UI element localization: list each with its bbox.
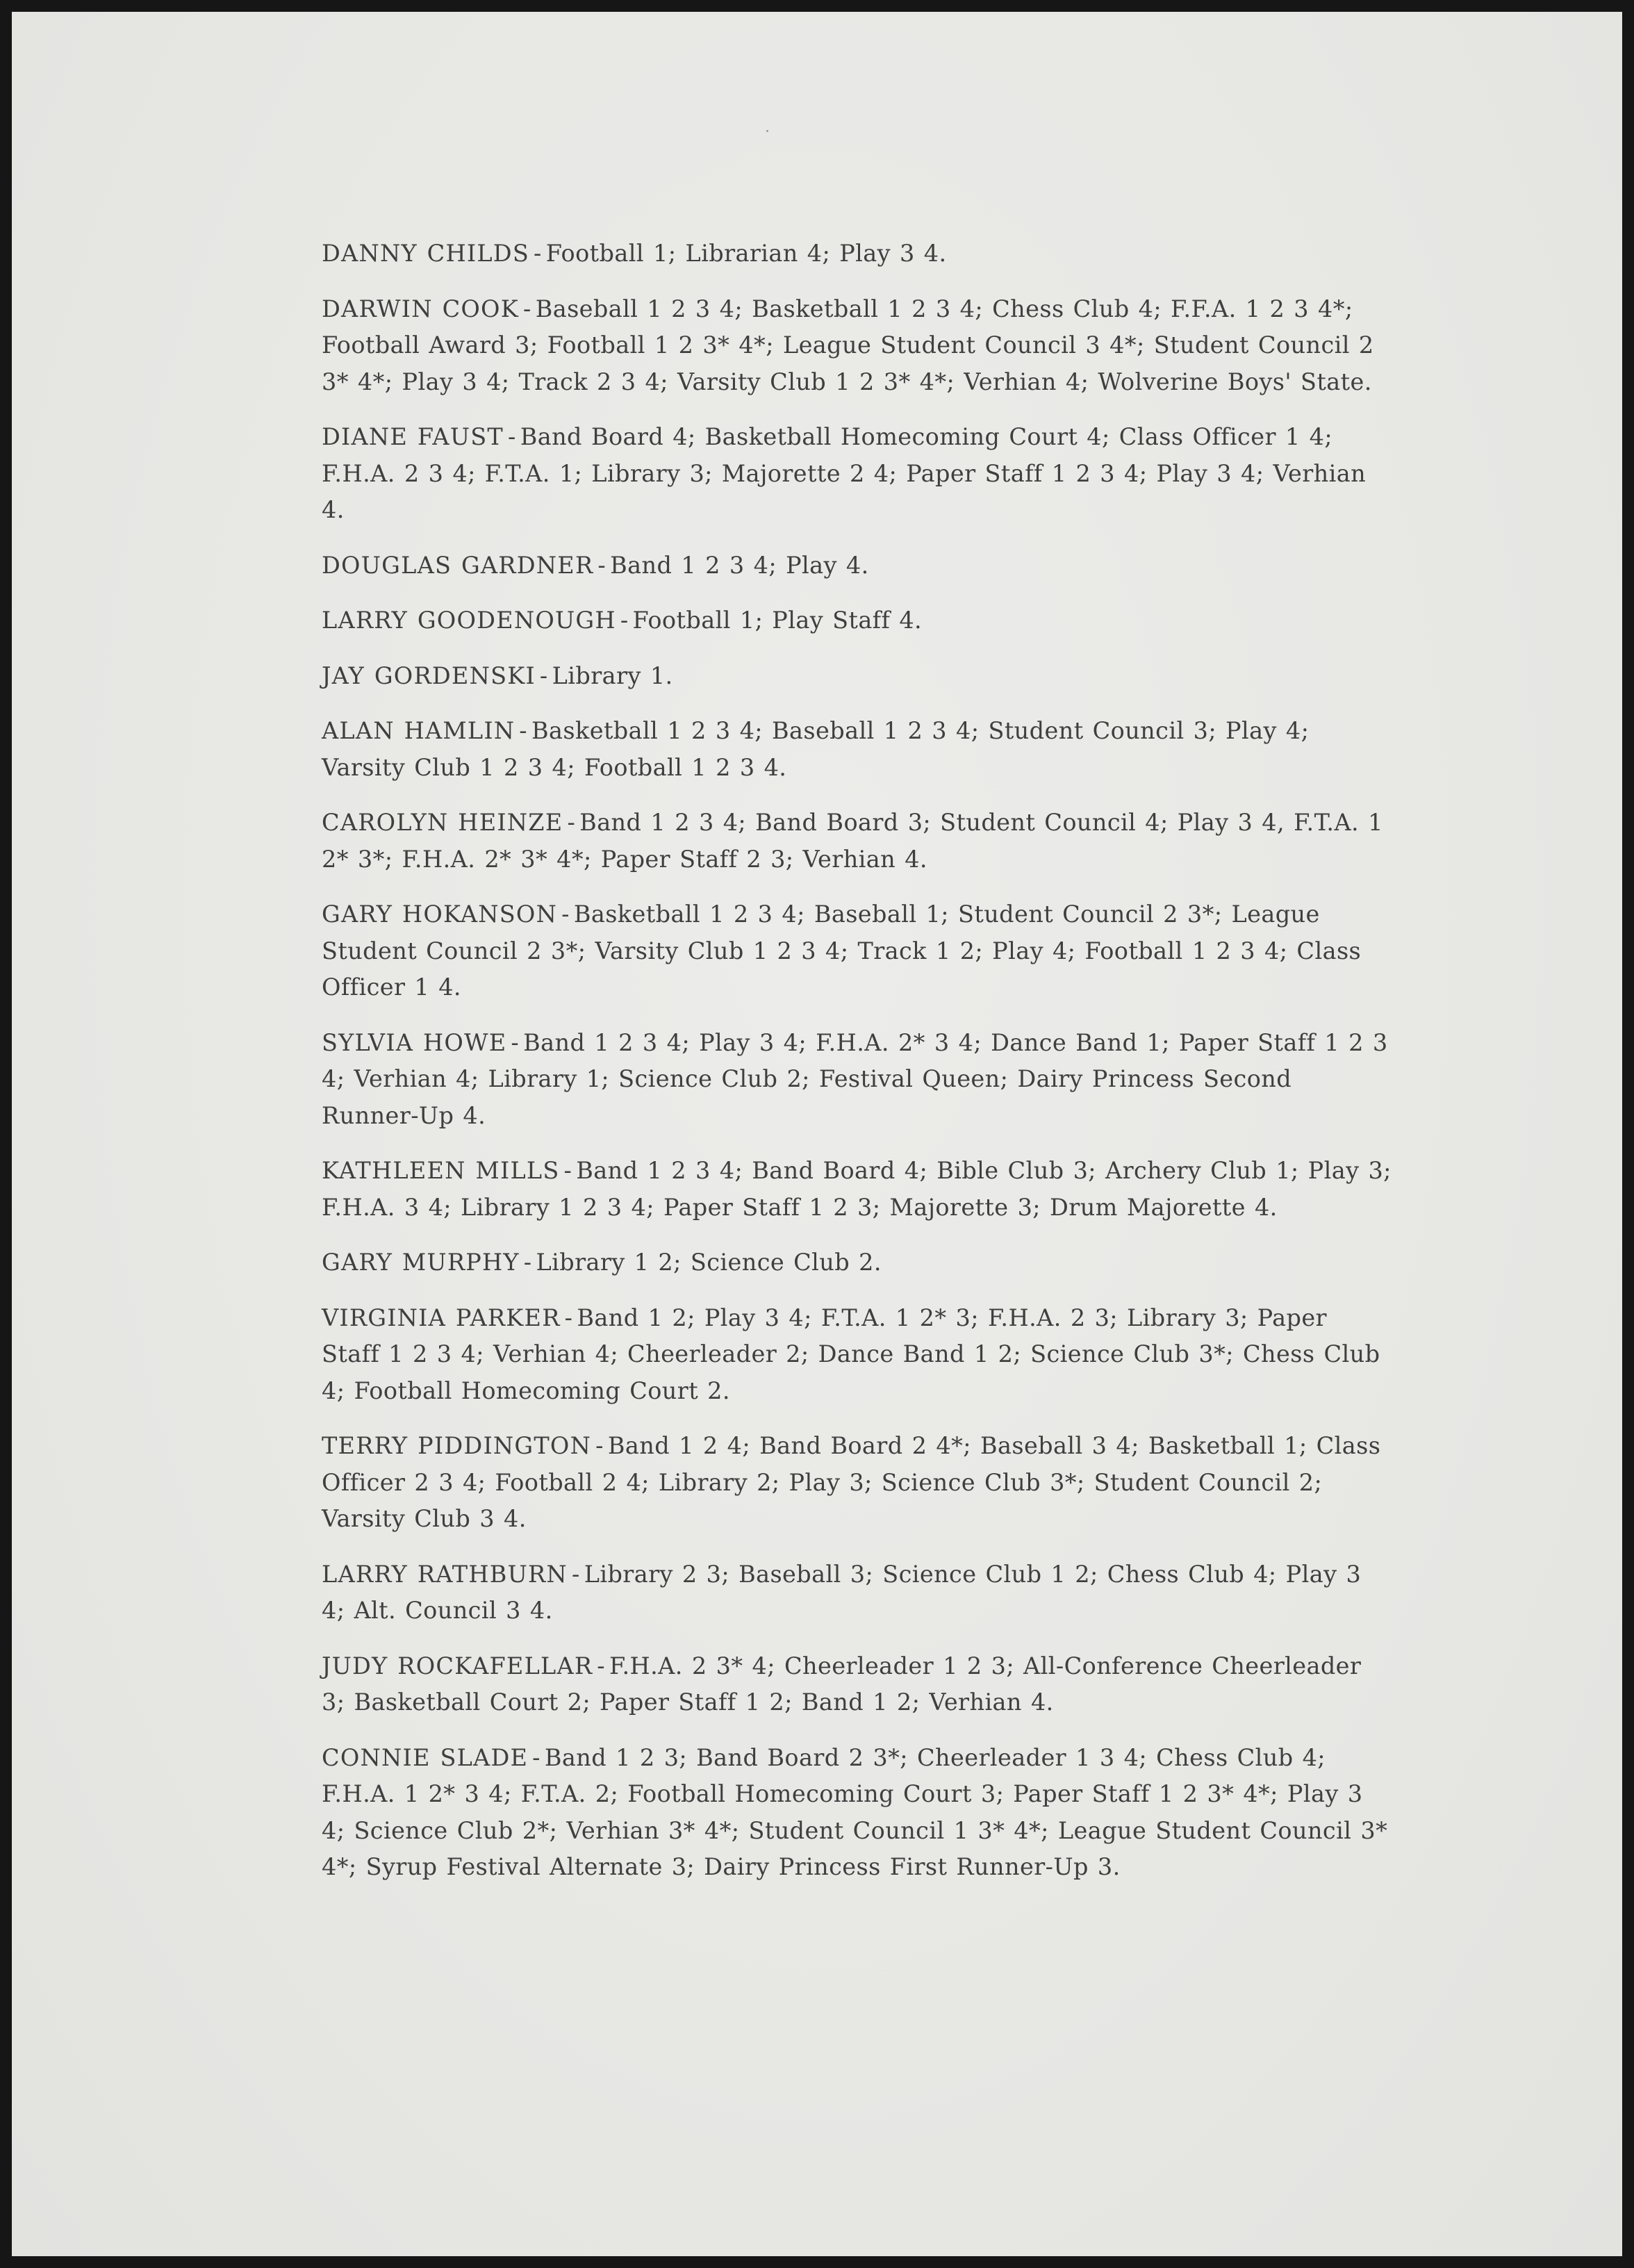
name-separator: -: [597, 551, 606, 579]
activities-text: Football 1; Librarian 4; Play 3 4.: [545, 240, 947, 267]
name-separator: -: [519, 717, 528, 744]
senior-entry: [322, 1244, 1392, 1281]
yearbook-page: [12, 12, 1622, 2256]
senior-entry: [322, 1300, 1392, 1410]
senior-entry: [322, 1428, 1392, 1538]
activities-text: Band 1 2 3 4; Band Board 4; Bible Club 3; Archery Club 1; Play 3; F.H.A. 3 4; Library 1 2 3 4; Paper Staff 1 2 3; Majorette 3; Drum Majorette 4.: [322, 1157, 1392, 1221]
activities-text: Baseball 1 2 3 4; Basketball 1 2 3 4; Chess Club 4; F.F.A. 1 2 3 4*; Football Award 3; Football 1 2 3* 4*; League Student Council 3 4*; Student Council 2 3* 4*; Play 3 4; Track 2 3 4; Varsity Club 1 2 3* 4*; Verhian 4; Wolverine Boys' State.: [322, 295, 1374, 395]
name-separator: -: [523, 1249, 532, 1276]
name-separator: -: [533, 240, 542, 267]
name-separator: -: [522, 295, 531, 322]
name-separator: -: [563, 1157, 572, 1184]
activities-text: Band 1 2 3 4; Play 3 4; F.H.A. 2* 3 4; Dance Band 1; Paper Staff 1 2 3 4; Verhian 4; Library 1; Science Club 2; Festival Queen; Dairy Princess Second Runner-Up 4.: [322, 1028, 1388, 1129]
student-name: VIRGINIA PARKER: [322, 1304, 561, 1331]
senior-entry: [322, 602, 1392, 639]
senior-activities-list: [322, 236, 1392, 1905]
student-name: CONNIE SLADE: [322, 1743, 529, 1771]
senior-entry: [322, 713, 1392, 786]
activities-text: Library 1 2; Science Club 2.: [536, 1249, 882, 1276]
senior-entry: [322, 1740, 1392, 1886]
activities-text: Band Board 4; Basketball Homecoming Court 4; Class Officer 1 4; F.H.A. 2 3 4; F.T.A. 1; Library 3; Majorette 2 4; Paper Staff 1 2 3 4; Play 3 4; Verhian 4.: [322, 423, 1367, 523]
student-name: GARY MURPHY: [322, 1249, 520, 1276]
student-name: DIANE FAUST: [322, 423, 504, 450]
senior-entry: [322, 419, 1392, 529]
name-separator: -: [507, 423, 516, 450]
name-separator: -: [511, 1028, 520, 1056]
student-name: LARRY RATHBURN: [322, 1560, 568, 1588]
student-name: CAROLYN HEINZE: [322, 809, 563, 836]
student-name: DANNY CHILDS: [322, 240, 529, 267]
activities-text: F.H.A. 2 3* 4; Cheerleader 1 2 3; All-Conference Cheerleader 3; Basketball Court 2; Paper Staff 1 2; Band 1 2; Verhian 4.: [322, 1652, 1362, 1716]
activities-text: Band 1 2 3 4; Play 4.: [610, 551, 869, 579]
senior-entry: [322, 805, 1392, 878]
name-separator: -: [595, 1432, 604, 1459]
name-separator: -: [539, 662, 548, 689]
student-name: SYLVIA HOWE: [322, 1028, 507, 1056]
activities-text: Library 1.: [552, 662, 673, 689]
activities-text: Band 1 2 4; Band Board 2 4*; Baseball 3 4; Basketball 1; Class Officer 2 3 4; Football 2 4; Library 2; Play 3; Science Club 3*; Student Council 2; Varsity Club 3 4.: [322, 1432, 1381, 1532]
senior-entry: [322, 896, 1392, 1006]
name-separator: -: [620, 607, 629, 634]
student-name: ALAN HAMLIN: [322, 717, 515, 744]
student-name: JUDY ROCKAFELLAR: [322, 1652, 593, 1679]
senior-entry: [322, 291, 1392, 401]
student-name: GARY HOKANSON: [322, 901, 558, 928]
senior-entry: [322, 1153, 1392, 1226]
student-name: TERRY PIDDINGTON: [322, 1432, 592, 1459]
name-separator: -: [564, 1304, 573, 1331]
student-name: KATHLEEN MILLS: [322, 1157, 560, 1184]
student-name: LARRY GOODENOUGH: [322, 607, 616, 634]
name-separator: -: [571, 1560, 580, 1588]
senior-entry: [322, 236, 1392, 272]
activities-text: Basketball 1 2 3 4; Baseball 1; Student Council 2 3*; League Student Council 2 3*; Varsity Club 1 2 3 4; Track 1 2; Play 4; Football 1 2 3 4; Class Officer 1 4.: [322, 901, 1362, 1001]
senior-entry: [322, 548, 1392, 584]
name-separator: -: [561, 901, 570, 928]
activities-text: Band 1 2 3 4; Band Board 3; Student Council 4; Play 3 4, F.T.A. 1 2* 3*; F.H.A. 2* 3* 4*; Paper Staff 2 3; Verhian 4.: [322, 809, 1383, 873]
activities-text: Band 1 2; Play 3 4; F.T.A. 1 2* 3; F.H.A. 2 3; Library 3; Paper Staff 1 2 3 4; Verhian 4; Cheerleader 2; Dance Band 1 2; Science Club 3*; Chess Club 4; Football Homecoming Court 2.: [322, 1304, 1380, 1404]
activities-text: Band 1 2 3; Band Board 2 3*; Cheerleader 1 3 4; Chess Club 4; F.H.A. 1 2* 3 4; F.T.A. 2; Football Homecoming Court 3; Paper Staff 1 2 3* 4*; Play 3 4; Science Club 2*; Verhian 3* 4*; Student Council 1 3* 4*; League Student Council 3* 4*; Syrup Festival Alternate 3; Dairy Princess First Runner-Up 3.: [322, 1743, 1388, 1880]
senior-entry: [322, 1556, 1392, 1629]
name-separator: -: [567, 809, 576, 836]
activities-text: Basketball 1 2 3 4; Baseball 1 2 3 4; Student Council 3; Play 4; Varsity Club 1 2 3 4; Football 1 2 3 4.: [322, 717, 1310, 781]
name-separator: -: [532, 1743, 540, 1771]
student-name: DOUGLAS GARDNER: [322, 551, 594, 579]
student-name: DARWIN COOK: [322, 295, 519, 322]
senior-entry: [322, 1648, 1392, 1721]
senior-entry: [322, 1025, 1392, 1135]
senior-entry: [322, 658, 1392, 695]
name-separator: -: [597, 1652, 606, 1679]
activities-text: Football 1; Play Staff 4.: [632, 607, 923, 634]
paper-speck: [766, 130, 768, 132]
activities-text: Library 2 3; Baseball 3; Science Club 1 2; Chess Club 4; Play 3 4; Alt. Council 3 4.: [322, 1560, 1362, 1624]
student-name: JAY GORDENSKI: [322, 662, 536, 689]
